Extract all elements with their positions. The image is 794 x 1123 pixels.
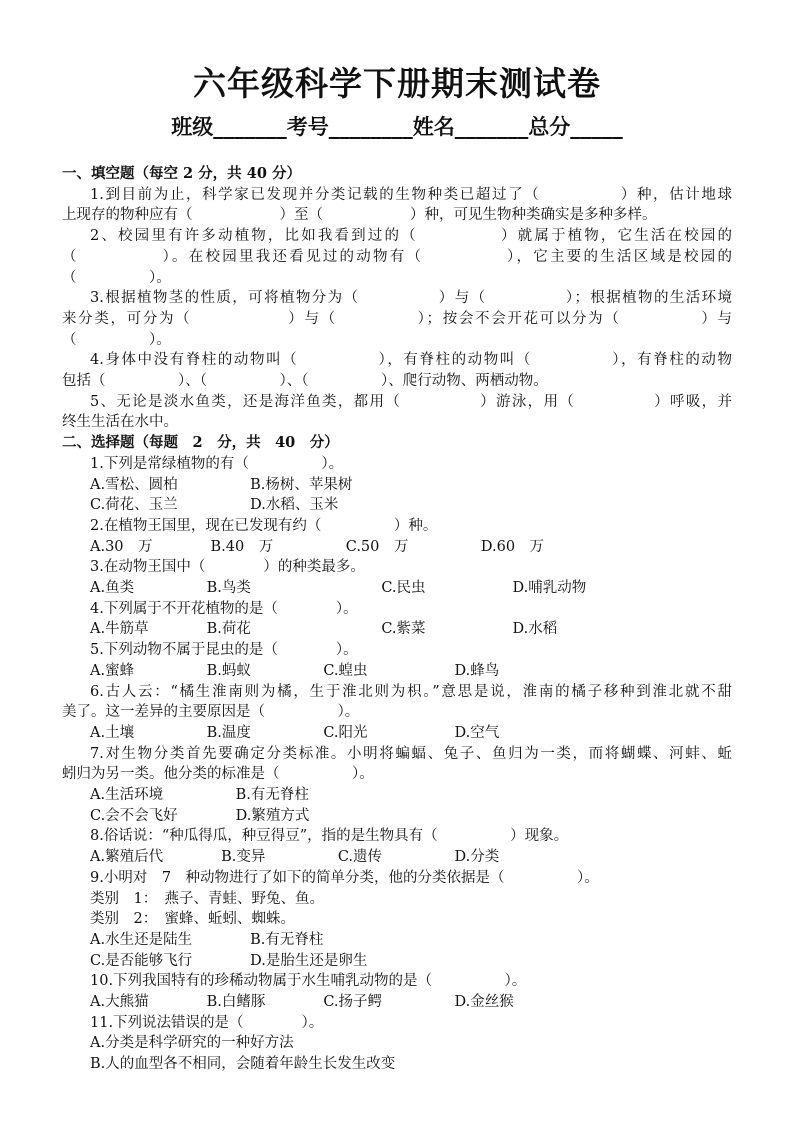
question-line: A.土壤 B.温度 C.阳光 D.空气	[90, 724, 500, 741]
question-line: 2、校园里有许多动植物，比如我看到过的（ ）就属于植物，它生活在校园的	[90, 228, 732, 245]
question-line: 终生生活在水中。	[62, 414, 178, 431]
question-line: 1.下列是常绿植物的有（ ）。	[90, 455, 344, 472]
question-line: 类别 2： 蜜蜂、蚯蚓、蜘蛛。	[90, 911, 295, 928]
question-line: A.30 万 B.40 万 C.50 万 D.60 万	[90, 538, 545, 555]
question-line: 11.下列说法错误的是（ ）。	[90, 1014, 324, 1031]
question-line: B.人的血型各不相同，会随着年龄生长发生改变	[90, 1056, 396, 1073]
question-line: 蚓归为另一类。他分类的标准是（ ）。	[62, 766, 374, 783]
question-line: C.荷花、玉兰 D.水稻、玉米	[90, 497, 339, 514]
question-line: （ ）。	[62, 331, 171, 348]
section-heading: 一、填空题（每空 2 分，共 40 分）	[62, 165, 301, 182]
page-title: 六年级科学下册期末测试卷	[193, 64, 601, 103]
student-info-line: 班级_______考号________姓名_______总分_____	[171, 114, 623, 139]
question-line: A.水生还是陆生 B.有无脊柱	[90, 931, 324, 948]
question-line: A.牛筋草 B.荷花 C.紫菜 D.水稻	[90, 621, 558, 638]
question-line: A.大熊猫 B.白鳍豚 C.扬子鳄 D.金丝猴	[90, 994, 514, 1010]
question-line: （ ）。	[62, 269, 171, 286]
question-line: C.是否能够飞行 D.是胎生还是卵生	[90, 952, 368, 969]
question-line: 上现存的物种应有（ ）至（ ）种，可见生物种类确实是多种多样。	[62, 207, 657, 224]
question-line: 1.到目前为止，科学家已发现并分类记载的生物种类已超过了（ ）种，估计地球	[90, 186, 732, 203]
question-line: 包括（ ）、（ ）、（ ）、爬行动物、两栖动物。	[62, 373, 548, 389]
question-line: 美了。这一差异的主要原因是（ ）。	[62, 704, 360, 721]
question-line: （ ）。在校园里我还看见过的动物有（ ），它主要的生活区域是校园的	[62, 248, 732, 265]
question-line: A.繁殖后代 B.变异 C.遗传 D.分类	[90, 849, 500, 866]
question-line: A.分类是科学研究的一种好方法	[90, 1035, 294, 1052]
question-line: 8.俗话说：“种瓜得瓜，种豆得豆”，指的是生物具有（ ）现象。	[90, 828, 569, 845]
question-line: 来分类，可分为（ ）与（ ）；按会不会开花可以分为（ ）与	[62, 310, 732, 327]
question-line: 6.古人云：“橘生淮南则为橘，生于淮北则为枳。”意思是说，淮南的橘子移种到淮北就不甜	[90, 683, 732, 700]
question-line: A.蜜蜂 B.蚂蚁 C.蝗虫 D.蜂鸟	[90, 662, 500, 679]
question-line: 4.下列属于不开花植物的是（ ）。	[90, 600, 358, 617]
question-line: 2.在植物王国里，现在已发现有约（ ）种。	[90, 517, 438, 534]
question-line: 5.下列动物不属于昆虫的是（ ）。	[90, 642, 358, 659]
question-line: 3.根据植物茎的性质，可将植物分为（ ）与（ ）；根据植物的生活环境	[90, 290, 732, 307]
question-line: 7.对生物分类首先要确定分类标准。小明将蝙蝠、兔子、鱼归为一类，而将蝴蝶、河蚌、蚯	[90, 745, 732, 762]
question-line: A.雪松、圆柏 B.杨树、苹果树	[90, 476, 353, 493]
question-line: 9.小明对 7 种动物进行了如下的简单分类，他的分类依据是（ ）。	[90, 869, 599, 886]
question-line: A.鱼类 B.鸟类 C.民虫 D.哺乳动物	[90, 580, 587, 596]
section-heading: 二、选择题（每题 2 分，共 40 分）	[62, 434, 339, 452]
question-line: A.生活环境 B.有无脊柱	[90, 787, 309, 803]
question-line: 类别 1： 燕子、青蛙、野兔、鱼。	[90, 890, 324, 907]
question-line: 5、无论是淡水鱼类，还是海洋鱼类，都用（ ）游泳，用（ ）呼吸，并	[90, 393, 732, 410]
question-line: C.会不会飞好 D.繁殖方式	[90, 807, 310, 824]
question-line: 4.身体中没有脊柱的动物叫（ ），有脊柱的动物叫（ ），有脊柱的动物	[90, 352, 732, 369]
question-line: 10.下列我国特有的珍稀动物属于水生哺乳动物的是（ ）。	[90, 973, 527, 990]
question-line: 3.在动物王国中（ ）的种类最多。	[90, 559, 365, 576]
